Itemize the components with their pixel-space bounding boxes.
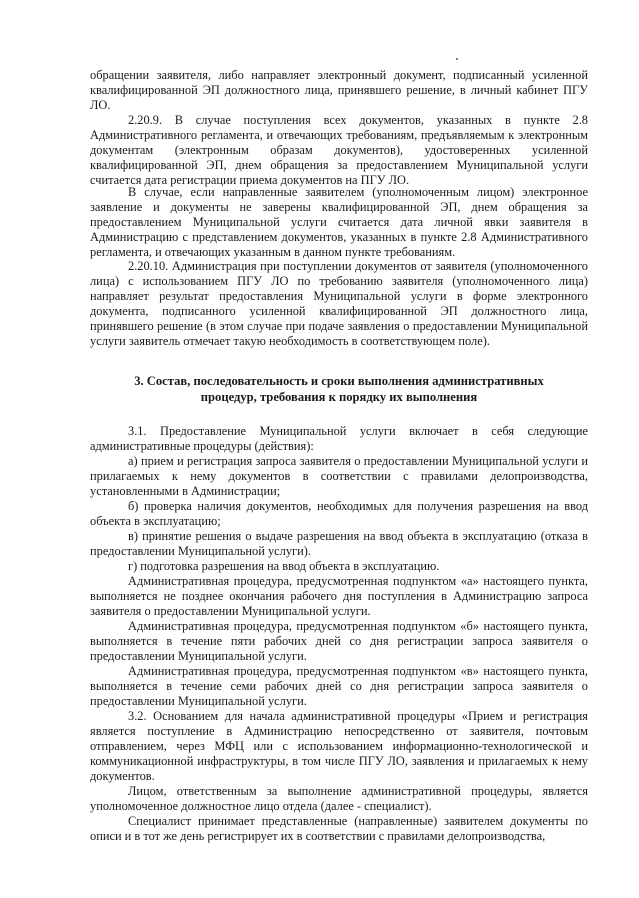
section-heading [90, 374, 588, 405]
list-item-v: в) принятие решения о выдаче разрешения на ввод объекта в эксплуатацию (отказа в предоставлении Муниципальной услуги). [90, 529, 588, 559]
paragraph-no-signature: В случае, если направленные заявителем (уполномоченным лицом) электронное заявление и документы не заверены квалифицированной ЭП, днем обращения за предоставлением Муниципальной услуги считается дата личной явки заявителя в Администрацию с представлением документов, указанных в пункте 2.8 Административного регламента, и отвечающих указанным в данном пункте требованиям. [90, 185, 588, 260]
paragraph-procedure-a: Административная процедура, предусмотренная подпунктом «а» настоящего пункта, выполняется не позднее окончания рабочего дня поступления в Администрацию запроса заявителя о предоставлении Муниципальной услуги. [90, 574, 588, 619]
paragraph-continuation: обращении заявителя, либо направляет электронный документ, подписанный усиленной квалифицированной ЭП должностного лица, принявшего решение, в личный кабинет ПГУ ЛО. [90, 68, 588, 113]
paragraph-2-20-9: 2.20.9. В случае поступления всех документов, указанных в пункте 2.8 Административного регламента, и отвечающих требованиям, предъявляемым к электронным документам (электронным образам документов), удостоверенных усиленной квалифицированной ЭП, днем обращения за предоставлением Муниципальной услуги считается дата регистрации приема документов на ПГУ ЛО. [90, 113, 588, 188]
list-item-b: б) проверка наличия документов, необходимых для получения разрешения на ввод объекта в эксплуатацию; [90, 499, 588, 529]
paragraph-procedure-v: Административная процедура, предусмотренная подпунктом «в» настоящего пункта, выполняется в течение семи рабочих дней со дня регистрации запроса заявителя о предоставлении Муниципальной услуги. [90, 664, 588, 709]
paragraph-responsible: Лицом, ответственным за выполнение административной процедуры, является уполномоченное должностное лицо отдела (далее - специалист). [90, 784, 588, 814]
paragraph-specialist: Специалист принимает представленные (направленные) заявителем документы по описи и в тот же день регистрирует их в соответствии с правилами делопроизводства, [90, 814, 588, 844]
list-item-g: г) подготовка разрешения на ввод объекта в эксплуатацию. [128, 559, 440, 573]
scan-speck [456, 58, 458, 60]
section-heading-line-1: 3. Состав, последовательность и сроки выполнения административных [134, 374, 544, 388]
list-item-a: а) прием и регистрация запроса заявителя о предоставлении Муниципальной услуги и прилагаемых к нему документов в соответствии с правилами делопроизводства, установленными в Администрации; [90, 454, 588, 499]
paragraph-procedure-b: Административная процедура, предусмотренная подпунктом «б» настоящего пункта, выполняется в течение пяти рабочих дней со дня регистрации запроса заявителя о предоставлении Муниципальной услуги. [90, 619, 588, 664]
paragraph-3-1: 3.1. Предоставление Муниципальной услуги включает в себя следующие административные процедуры (действия): [90, 424, 588, 454]
section-heading-line-2: процедур, требования к порядку их выполнения [200, 389, 478, 404]
paragraph-3-2: 3.2. Основанием для начала административной процедуры «Прием и регистрация является поступление в Администрацию непосредственно от заявителя, почтовым отправлением, через МФЦ или с использованием информационно-технологической и коммуникационной инфраструктуры, в том числе ПГУ ЛО, заявления и прилагаемых к нему документов. [90, 709, 588, 784]
paragraph-2-20-10: 2.20.10. Администрация при поступлении документов от заявителя (уполномоченного лица) с использованием ПГУ ЛО по требованию заявителя (уполномоченного лица) направляет результат предоставления Муниципальной услуги в форме электронного документа, подписанного усиленной квалифицированной ЭП должностного лица, принявшего решение (в этом случае при подаче заявления о предоставлении Муниципальной услуги заявитель отмечает такую необходимость в соответствующем поле). [90, 259, 588, 349]
